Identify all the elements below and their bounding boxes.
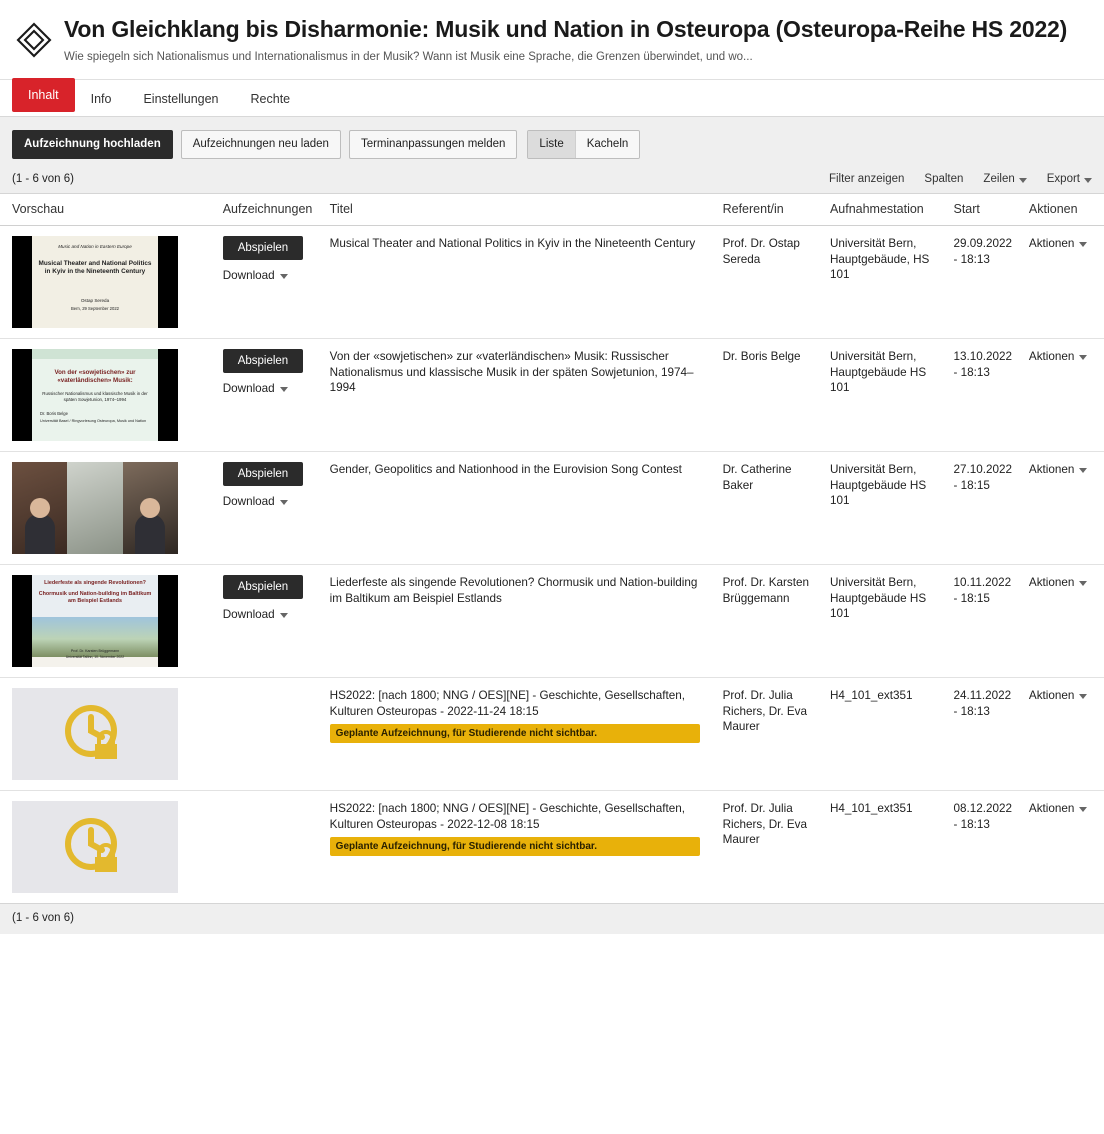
thumb-line: Music and Nation in Eastern Europe	[58, 244, 132, 250]
speaker-cell: Dr. Boris Belge	[715, 339, 822, 452]
row-actions-label: Aktionen	[1028, 237, 1075, 251]
start-cell: 29.09.2022 - 18:13	[945, 226, 1020, 339]
table-row	[0, 226, 1104, 339]
preview-cell	[0, 791, 215, 904]
recording-actions-cell	[215, 452, 322, 565]
thumb-line: Von der «sowjetischen» zur «vaterländischen» Musik:	[54, 369, 136, 385]
thumb-line: Liederfeste als singende Revolutionen?	[44, 580, 146, 587]
table-row	[0, 339, 1104, 452]
chevron-down-icon	[1079, 468, 1087, 473]
recording-title: HS2022: [nach 1800; NNG / OES][NE] - Geschichte, Gesellschaften, Kulturen Osteuropas - 2022-11-24 18:15	[329, 689, 686, 718]
chevron-down-icon	[1079, 355, 1087, 360]
view-mode-list-button[interactable]: Liste	[528, 131, 574, 158]
row-actions-label: Aktionen	[1028, 463, 1075, 477]
download-dropdown[interactable]	[223, 381, 288, 397]
speaker-cell: Prof. Dr. Ostap Sereda	[715, 226, 822, 339]
recordings-table-wrapper	[0, 193, 1104, 904]
start-cell: 13.10.2022 - 18:13	[945, 339, 1020, 452]
show-filter-label: Filter anzeigen	[828, 173, 905, 186]
actions-cell	[1021, 565, 1104, 678]
speaker-cell: Dr. Catherine Baker	[715, 452, 822, 565]
chevron-down-icon	[280, 500, 288, 505]
chevron-down-icon	[280, 274, 288, 279]
recording-actions-cell	[215, 678, 322, 791]
start-cell: 24.11.2022 - 18:13	[945, 678, 1020, 791]
preview-cell	[0, 226, 215, 339]
row-actions-label: Aktionen	[1028, 802, 1075, 816]
table-options-row	[0, 171, 1104, 193]
columns-button[interactable]	[924, 173, 963, 185]
download-label: Download	[222, 608, 275, 622]
play-button[interactable]: Abspielen	[223, 349, 304, 373]
preview-cell	[0, 452, 215, 565]
actions-cell	[1021, 791, 1104, 904]
chevron-down-icon	[1079, 694, 1087, 699]
station-cell: Universität Bern, Hauptgebäude HS 101	[822, 452, 946, 565]
actions-cell	[1021, 452, 1104, 565]
thumb-line: Dr. Boris Belge	[40, 411, 68, 417]
recording-actions-cell	[215, 226, 322, 339]
row-actions-dropdown[interactable]	[1029, 462, 1087, 478]
actions-cell	[1021, 339, 1104, 452]
recording-actions-cell	[215, 565, 322, 678]
view-mode-tiles-button[interactable]: Kacheln	[575, 131, 640, 158]
upload-recording-button[interactable]: Aufzeichnung hochladen	[12, 130, 173, 159]
station-cell: Universität Bern, Hauptgebäude HS 101	[822, 339, 946, 452]
download-label: Download	[222, 382, 275, 396]
status-badge: Geplante Aufzeichnung, für Studierende nicht sichtbar.	[330, 837, 700, 856]
station-cell: Universität Bern, Hauptgebäude, HS 101	[822, 226, 946, 339]
row-actions-label: Aktionen	[1028, 689, 1075, 703]
download-dropdown[interactable]	[223, 268, 288, 284]
column-header-aktionen: Aktionen	[1021, 194, 1104, 226]
thumb-line: Musical Theater and National Politics in Kyiv in the Nineteenth Century	[38, 260, 152, 276]
station-cell: Universität Bern, Hauptgebäude HS 101	[822, 565, 946, 678]
chevron-down-icon	[1019, 178, 1027, 183]
chevron-down-icon	[1079, 807, 1087, 812]
row-actions-dropdown[interactable]	[1029, 801, 1087, 817]
thumb-line: Ostap Sereda	[80, 298, 110, 304]
row-actions-dropdown[interactable]	[1029, 575, 1087, 591]
status-badge: Geplante Aufzeichnung, für Studierende nicht sichtbar.	[330, 724, 700, 743]
recording-title: Liederfeste als singende Revolutionen? Chormusik und Nation-building im Baltikum am Beispiel Estlands	[329, 576, 698, 605]
row-actions-label: Aktionen	[1028, 350, 1075, 364]
page-bottom-spacer	[0, 934, 1104, 1134]
recording-title: Von der «sowjetischen» zur «vaterländischen» Musik: Russischer Nationalismus und klassische Musik in der späten Sowjetunion, 1974–1994	[329, 350, 694, 395]
station-cell: H4_101_ext351	[822, 678, 946, 791]
column-header-aufnahmestation: Aufnahmestation	[822, 194, 946, 226]
thumb-line: Chormusik und Nation-building im Baltikum am Beispiel Estlands	[38, 591, 152, 605]
report-schedule-change-button[interactable]: Terminanpassungen melden	[349, 130, 517, 159]
preview-cell	[0, 565, 215, 678]
title-cell	[322, 678, 715, 791]
column-header-start: Start	[945, 194, 1020, 226]
thumb-line: Universität Tallinn, 10. November 2022	[65, 655, 125, 660]
start-cell: 27.10.2022 - 18:15	[945, 452, 1020, 565]
columns-label: Spalten	[924, 173, 964, 186]
actions-cell	[1021, 226, 1104, 339]
export-label: Export	[1046, 173, 1080, 186]
recordings-table-body	[0, 226, 1104, 904]
rows-dropdown[interactable]	[983, 173, 1026, 185]
tab-rechte[interactable]: Rechte	[235, 82, 307, 116]
title-cell	[322, 226, 715, 339]
row-actions-dropdown[interactable]	[1029, 349, 1087, 365]
play-button[interactable]: Abspielen	[223, 236, 304, 260]
row-actions-dropdown[interactable]	[1029, 688, 1087, 704]
thumb-line: Bern, 29 September 2022	[71, 306, 119, 312]
title-cell	[322, 565, 715, 678]
recordings-table	[0, 194, 1104, 903]
title-cell	[322, 339, 715, 452]
page-subtitle: Wie spiegeln sich Nationalismus und Internationalismus in der Musik? Wann ist Musik eine Sprache, die Grenzen überwindet, und wo...	[64, 50, 753, 63]
tab-einstellungen[interactable]: Einstellungen	[127, 82, 234, 116]
chevron-down-icon	[1084, 178, 1092, 183]
export-dropdown[interactable]	[1047, 173, 1092, 185]
download-label: Download	[222, 269, 275, 283]
chevron-down-icon	[1079, 581, 1087, 586]
page-title: Von Gleichklang bis Disharmonie: Musik und Nation in Osteuropa (Osteuropa-Reihe HS 2022)	[64, 16, 1068, 42]
video-pane	[12, 462, 67, 554]
speaker-cell: Prof. Dr. Julia Richers, Dr. Eva Maurer	[722, 802, 808, 847]
row-actions-label: Aktionen	[1028, 576, 1075, 590]
preview-thumbnail[interactable]	[12, 349, 178, 441]
table-header-row	[0, 194, 1104, 226]
title-cell	[322, 791, 715, 904]
table-row	[0, 678, 1104, 791]
speaker-cell: Prof. Dr. Karsten Brüggemann	[715, 565, 822, 678]
download-label: Download	[222, 495, 275, 509]
view-mode-toggle	[527, 130, 640, 159]
preview-placeholder	[12, 801, 178, 893]
speaker-cell: Prof. Dr. Julia Richers, Dr. Eva Maurer	[715, 678, 822, 791]
video-pane	[123, 462, 178, 554]
recording-title: Musical Theater and National Politics in Kyiv in the Nineteenth Century	[329, 237, 696, 251]
clock-lock-icon	[61, 817, 129, 877]
row-actions-dropdown[interactable]	[1029, 236, 1087, 252]
actions-cell	[1021, 678, 1104, 791]
table-row	[0, 791, 1104, 904]
page-header	[0, 0, 1104, 80]
tab-bar	[0, 80, 1104, 117]
play-button[interactable]: Abspielen	[223, 462, 304, 486]
preview-thumbnail[interactable]	[12, 236, 178, 328]
thumb-line: Prof. Dr. Karsten Brüggemann	[70, 649, 120, 654]
preview-thumbnail[interactable]	[12, 462, 178, 554]
start-cell: 08.12.2022 - 18:13	[953, 802, 1012, 831]
tab-info[interactable]: Info	[75, 82, 128, 116]
action-toolbar	[0, 117, 1104, 171]
diamond-outline-logo	[14, 20, 54, 60]
station-cell: H4_101_ext351	[829, 802, 913, 816]
table-row	[0, 565, 1104, 678]
rows-label: Zeilen	[983, 173, 1015, 186]
column-header-vorschau: Vorschau	[0, 194, 215, 226]
start-cell: 10.11.2022 - 18:15	[945, 565, 1020, 678]
show-filter-button[interactable]	[829, 173, 904, 185]
preview-thumbnail[interactable]	[12, 575, 178, 667]
preview-cell	[0, 678, 215, 791]
clock-lock-icon	[61, 704, 129, 764]
recording-actions-cell	[215, 339, 322, 452]
chevron-down-icon	[280, 387, 288, 392]
play-button[interactable]: Abspielen	[223, 575, 304, 599]
preview-placeholder	[12, 688, 178, 780]
download-dropdown[interactable]	[223, 607, 288, 623]
column-header-aufzeichnungen: Aufzeichnungen	[215, 194, 322, 226]
column-header-referent: Referent/in	[715, 194, 822, 226]
title-cell	[322, 452, 715, 565]
recording-title: HS2022: [nach 1800; NNG / OES][NE] - Geschichte, Gesellschaften, Kulturen Osteuropas - 2022-12-08 18:15	[329, 802, 686, 831]
thumb-line: Universität Basel / Ringvorlesung Osteuropa, Musik und Nation	[40, 419, 147, 424]
download-dropdown[interactable]	[223, 494, 288, 510]
tab-inhalt[interactable]: Inhalt	[12, 78, 75, 112]
preview-cell	[0, 339, 215, 452]
recording-actions-cell	[215, 791, 322, 904]
reload-recordings-button[interactable]: Aufzeichnungen neu laden	[181, 130, 341, 159]
table-row	[0, 452, 1104, 565]
thumb-line: Russischer Nationalismus und klassische Musik in der späten Sowjetunion, 1974–1994	[42, 391, 148, 402]
recording-title: Gender, Geopolitics and Nationhood in the Eurovision Song Contest	[329, 463, 682, 477]
result-count-bottom: (1 - 6 von 6)	[12, 912, 74, 925]
chevron-down-icon	[1079, 242, 1087, 247]
column-header-titel: Titel	[322, 194, 715, 226]
chevron-down-icon	[280, 613, 288, 618]
result-count-bottom-wrapper	[0, 904, 1104, 934]
result-count-top: (1 - 6 von 6)	[12, 173, 74, 186]
video-pane	[67, 462, 122, 554]
